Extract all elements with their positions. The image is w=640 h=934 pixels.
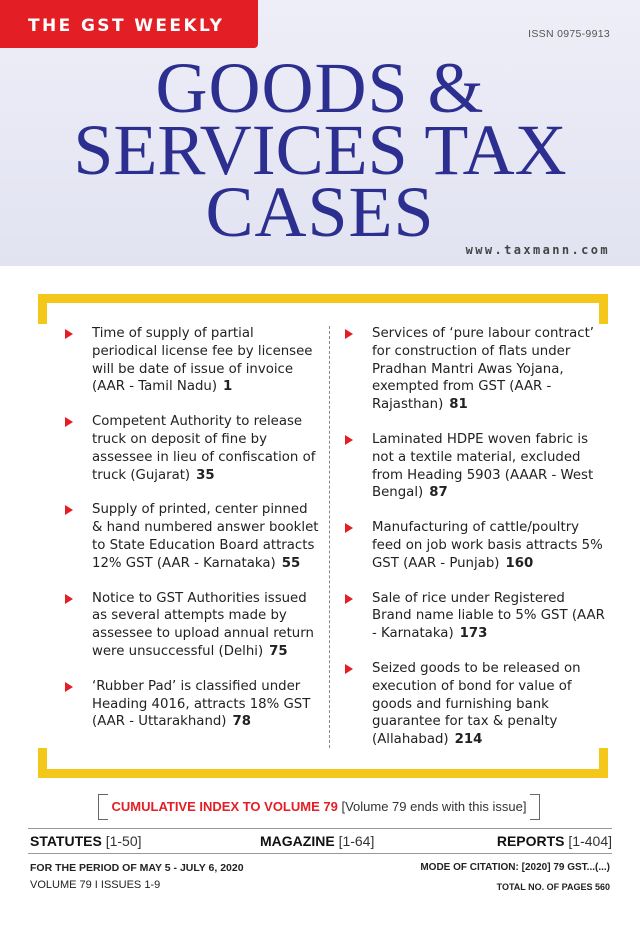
volume-text: VOLUME 79 I ISSUES 1-9 xyxy=(30,879,161,891)
item-page: 214 xyxy=(454,732,483,748)
part-range: [1-404] xyxy=(568,833,612,849)
item-page: 160 xyxy=(505,555,534,571)
contents-item xyxy=(64,325,320,396)
issn-number: ISSN 0975-9913 xyxy=(528,28,610,40)
triangle-bullet-icon xyxy=(345,435,353,445)
contents-frame-bottom xyxy=(38,748,608,778)
item-text: Notice to GST Authorities issued as several attempts made by assessee to upload annual return were unsuccessful (Delhi) xyxy=(92,590,314,659)
item-text: Laminated HDPE woven fabric is not a textile material, excluded from Heading 5903 (AAAR - West Bengal) xyxy=(372,431,594,501)
contents-right-column xyxy=(344,325,606,749)
divider-line xyxy=(28,853,612,854)
triangle-bullet-icon xyxy=(65,505,73,515)
item-text: Services of ‘pure labour contract’ for construction of flats under Pradhan Mantri Awas Yojana, exempted from GST (AAR - Rajasthan) xyxy=(372,326,595,413)
item-page: 78 xyxy=(232,714,252,730)
triangle-bullet-icon xyxy=(345,594,353,604)
triangle-bullet-icon xyxy=(65,417,73,427)
triangle-bullet-icon xyxy=(345,664,353,674)
total-pages-text: TOTAL NO. OF PAGES 560 xyxy=(496,882,610,892)
contents-frame-top xyxy=(38,294,608,324)
title-line-2: SERVICES TAX xyxy=(73,110,567,190)
period-text: FOR THE PERIOD OF MAY 5 - JULY 6, 2020 xyxy=(30,862,244,874)
part-range: [1-64] xyxy=(338,833,375,849)
item-page: 55 xyxy=(281,555,301,571)
item-page: 1 xyxy=(223,379,233,395)
item-text: Manufacturing of cattle/poultry feed on job work basis attracts 5% GST (AAR - Punjab) xyxy=(372,520,603,571)
part-label: STATUTES xyxy=(30,833,102,849)
contents-item xyxy=(64,590,320,661)
item-page: 35 xyxy=(196,467,215,483)
contents-item xyxy=(344,660,606,749)
contents-item xyxy=(344,590,606,643)
part-label: REPORTS xyxy=(496,833,565,849)
item-page: 173 xyxy=(459,626,488,642)
parts-row xyxy=(28,831,612,853)
triangle-bullet-icon xyxy=(345,329,353,339)
triangle-bullet-icon xyxy=(65,329,73,339)
series-tag: THE GST WEEKLY xyxy=(0,0,258,48)
right-bracket xyxy=(530,794,540,820)
triangle-bullet-icon xyxy=(65,594,73,604)
divider-line xyxy=(28,828,612,829)
title-line-1: GOODS & xyxy=(155,48,485,128)
part-magazine xyxy=(260,833,374,849)
part-statutes xyxy=(30,833,142,849)
item-page: 81 xyxy=(449,397,468,413)
contents-left-column xyxy=(64,325,320,731)
contents-item xyxy=(344,325,606,414)
masthead xyxy=(0,0,640,266)
citation-text: MODE OF CITATION: [2020] 79 GST...(...) xyxy=(420,862,610,873)
contents-item xyxy=(64,678,320,731)
cumulative-index-banner xyxy=(98,794,540,820)
left-bracket xyxy=(98,794,108,820)
item-text: Seized goods to be released on execution of bond for value of goods and furnishing bank guarantee for tax & penalty (Allahabad) xyxy=(372,660,581,748)
contents-item xyxy=(64,501,320,572)
item-text: Time of supply of partial periodical license fee by licensee will be date of issue of invoice (AAR - Tamil Nadu) xyxy=(92,326,313,395)
part-range: [1-50] xyxy=(105,833,142,849)
item-text: ‘Rubber Pad’ is classified under Heading 4016, attracts 18% GST (AAR - Uttarakhand) xyxy=(92,678,311,730)
column-divider xyxy=(329,326,330,748)
contents-item xyxy=(344,431,606,502)
title-line-3: CASES xyxy=(205,172,435,252)
cumulative-index-note: [Volume 79 ends with this issue] xyxy=(341,799,527,814)
part-label: MAGAZINE xyxy=(260,833,335,849)
triangle-bullet-icon xyxy=(345,523,353,533)
website-url: www.taxmann.com xyxy=(465,243,610,257)
triangle-bullet-icon xyxy=(65,682,73,692)
item-text: Competent Authority to release truck on deposit of fine by assessee in lieu of confiscation of truck (Gujarat) xyxy=(92,414,316,483)
cumulative-index-label: CUMULATIVE INDEX TO VOLUME 79 xyxy=(111,799,338,814)
contents-item xyxy=(344,519,606,572)
part-reports xyxy=(497,833,612,849)
item-text: Sale of rice under Registered Brand name liable to 5% GST (AAR - Karnataka) xyxy=(372,590,605,642)
contents-item xyxy=(64,413,320,484)
item-text: Supply of printed, center pinned & hand numbered answer booklet to State Education Board attracts 12% GST (AAR - Karnataka) xyxy=(92,502,319,571)
item-page: 87 xyxy=(429,485,448,501)
item-page: 75 xyxy=(269,643,288,659)
